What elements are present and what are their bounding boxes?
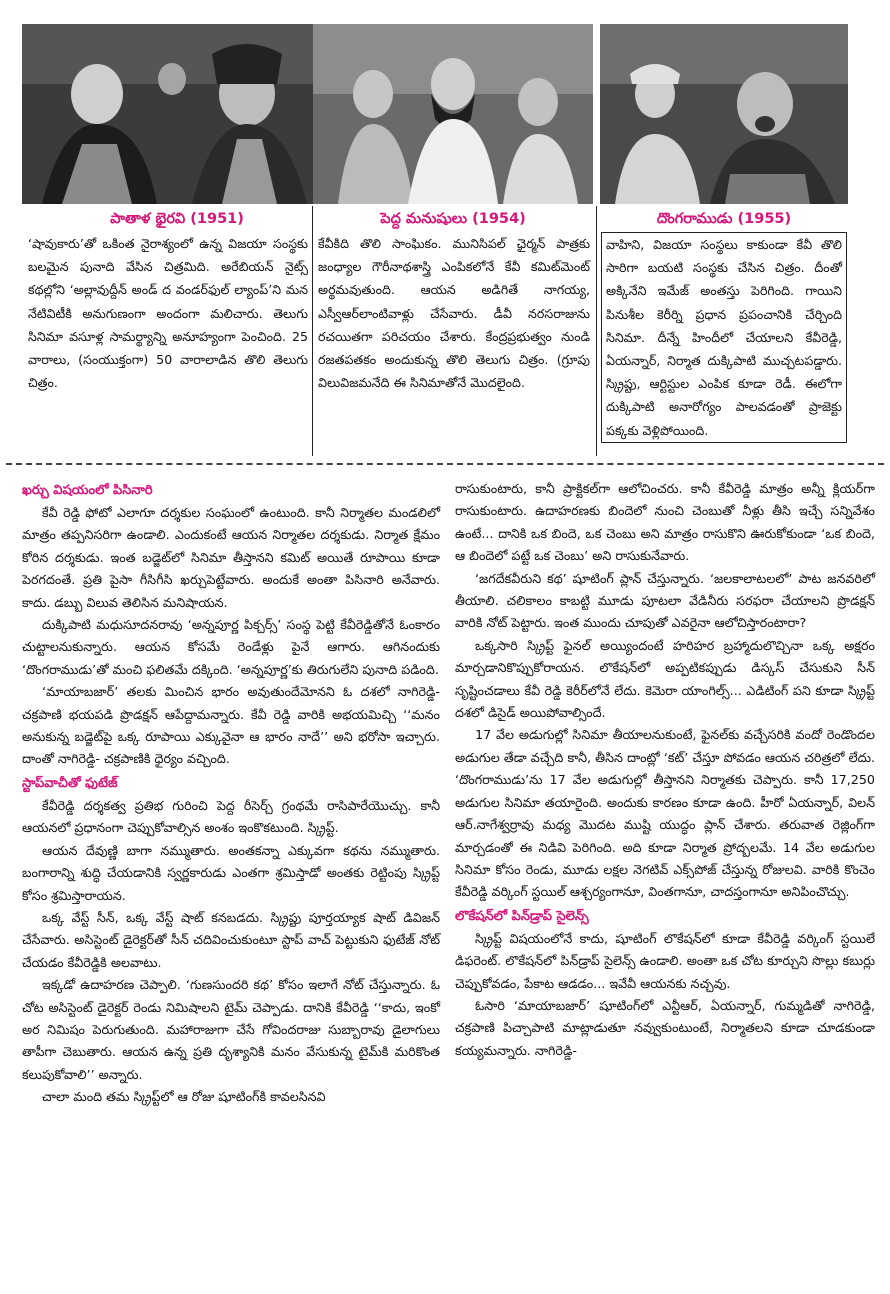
- article-right-column: [455, 478, 875, 1062]
- article-paragraph: దుక్కిపాటి మధుసూదనరావు ‘అన్నపూర్ణ పిక్చర్స్’ సంస్థ పెట్టి కేవీరెడ్డితోనే ఓంకారం చుట్టాలనుకున్నారు. ఆయన కోసమే రెండేళ్లు పైనే ఆగారు. ఆగినందుకు ‘దొంగరాముడు’తో మంచి ఫలితమే దక్కింది. ‘అన్నపూర్ణ’కు తిరుగులేని పునాది పడింది.: [22, 617, 440, 677]
- column-divider: [596, 206, 597, 456]
- article-paragraph: కేవీ రెడ్డి ఫోటో ఎలాగూ దర్శకుల సంఘంలో ఉంటుంది. కానీ నిర్మాతల మండలిలో మాత్రం తప్పనిసరిగా ఉండాలి. ఎందుకంటే ఆయన నిర్మాతల దర్శకుడు. నిర్మాత క్షేమం కోరిన దర్శకుడు. ఇంత బడ్జెట్‌లో సినిమా తీస్తానని కమిట్ అయితే రూపాయి కూడా పెరగదంతే. ప్రతి పైసా గీసిగీసి ఖర్చుపెట్టేవారు. అందుకే అంతా పిసినారి అనేవారు. కాదు. డబ్బు విలువ తెలిసిన మనిషాయన.: [22, 505, 440, 610]
- film-photo-donga-ramudu: [600, 24, 848, 204]
- film-description-text: ‘షావుకారు’తో ఒకింత నైరాశ్యంలో ఉన్న విజయా సంస్థకు బలమైన పునాది వేసిన చిత్రమిది. అరేబియన్ నైట్స్ కథల్లోని ‘అల్లావుద్దీన్ అండ్ ద వండర్‌ఫుల్ ల్యాంప్’ని మన నేటివిటీకి అనుగుణంగా అందంగా మలిచారు. తెలుగు సినిమా వసూళ్ల సామర్థ్యాన్ని అనూహ్యంగా పెంచింది. 25 వారాలు, (సంయుక్తంగా) 50 వారాలాడిన తొలి తెలుగు చిత్రం.: [28, 236, 308, 391]
- article-paragraph: ఒక్కసారి స్క్రిప్ట్ ఫైనల్ అయ్యిందంటే హరిహర బ్రహ్మాదులొచ్చినా ఒక్క అక్షరం మార్చడానికొప్పుకోరాయన. లొకేషన్‌లో అప్పటికప్పుడు డిస్కస్ చేసుకుని సీన్ సృష్టించడాలు కేవీ రెడ్డి కెరీర్‌లోనే లేదు. కెమెరా యాంగిల్స్... ఎడిటింగ్ పని కూడా స్క్రిప్ట్ దశలో డిసైడ్ అయిపోవాల్సిందే.: [455, 637, 875, 721]
- film-description-text: కేవీకిది తొలి సాంఘికం. మునిసిపల్ ఛైర్మన్ పాత్రకు జంధ్యాల గౌరీనాథశాస్త్రి ఎంపికలోనే కేవీ కమిట్‌మెంట్ అర్థమవుతుంది. ఆయన అడిగితే నాగయ్య, ఎస్వీఆర్‌లాంటివాళ్లు చేసేవారు. డీవీ నరసరాజును రచయితగా పరిచయం చేశారు. కేంద్రప్రభుత్వం నుండి రజతపతకం అందుకున్న తొలి తెలుగు చిత్రం. (గ్రూపు విలువిజమనేది ఈ సినిమాతోనే మొదలైంది.: [318, 236, 590, 391]
- article-paragraph: ‘మాయాబజార్’ తలకు మించిన భారం అవుతుందేమోనని ఓ దశలో నాగిరెడ్డి-చక్రపాణి భయపడి ప్రొడక్షన్ ఆపేద్దామన్నారు. కేవీ రెడ్డి వారికి అభయమిచ్చి ‘‘మనం అనుకున్న బడ్జెట్‌పై ఒక్క రూపాయి ఎక్కువైనా ఆ భారం నాదే’’ అని భరోసా ఇచ్చారు. దాంతో నాగిరెడ్డి- చక్రపాణికి ధైర్యం వచ్చింది.: [22, 684, 440, 767]
- film-description-patala-bhairavi: [28, 232, 308, 394]
- section-heading: ఖర్చు విషయంలో పిసినారి: [22, 483, 153, 498]
- article-paragraph: 17 వేల అడుగుల్లో సినిమా తీయాలనుకుంటే, ఫైనల్‌కు వచ్చేసరికి వందో రెండొందల అడుగుల తేడా వచ్చేది కానీ, తీసిన దాంట్లో ‘కట్’ చేస్తూ పోవడం ఆయన చరిత్రలో లేదు. ‘దొంగరాముడు’ను 17 వేల అడుగుల్లో తీస్తానని నిర్మాతకు చెప్పారు. కానీ 17,250 అడుగుల సినిమా తయారైంది. అందుకు కారణం కూడా ఉంది. హీరో ఏయన్నార్, విలన్ ఆర్.నాగేశ్వర్రావు మధ్య మొదట ముష్టి యుద్ధం ప్లాన్ చేశారు. తరువాత రెజ్లింగ్‌గా మార్చడంతో ఈ నిడివి పెరిగింది. అది కూడా నిర్మాత ప్రోద్బలమే. 14 వేల అడుగుల సినిమా కోసం రెండు, మూడు లక్షల నెగటివ్ ఎక్స్‌పోజ్ చేస్తున్న రోజులవి. వారికి కొంచెం కేవీరెడ్డి వర్కింగ్ స్టయిల్ ఆశ్చర్యంగానూ, వింతగానూ, చాదస్తంగానూ అనిపించొచ్చు.: [455, 727, 875, 900]
- section-heading: లొకేషన్‌లో పిన్‌డ్రాప్ సైలెన్స్: [455, 908, 589, 924]
- article-paragraph: ఇక్కడో ఉదాహరణ చెప్పాలి. ‘గుణసుందరి కథ’ కోసం ఇలాగే నోట్ చేస్తున్నారు. ఓ చోట అసిస్టెంట్ డైరెక్టర్ రెండు నిమిషాలని టైమ్ చెప్పాడు. దానికి కేవీరెడ్డి ‘‘కాదు, ఇంకో అర నిమిషం పెరుగుతుంది. మహారాజుగా చేసే గోవిందరాజు సుబ్బారావు డైలాగులు తాపీగా చెబుతారు. ఆయన ఉన్న ప్రతి దృశ్యానికి మనం వేసుకున్న టైమ్‌కి మరికొంత కలుపుకోవాలి’’ అన్నారు.: [22, 977, 440, 1082]
- film-description-text: వాహిని, విజయా సంస్థలు కాకుండా కేవీ తొలి సారిగా బయటి సంస్థకు చేసిన చిత్రం. దీంతో అక్కినేని ఇమేజ్ అంతస్తు పెరిగింది. గాయిని పినుశీల కెరీర్ని ప్రధాన ప్రపంచానికి చేర్చింది సినిమా. దీన్నే హిందీలో చేయాలని కేవీరెడ్డి, ఏయన్నార్, నిర్మాత దుక్కిపాటి ముచ్చటపడ్డారు. స్క్రిప్టు, ఆర్టిస్టుల ఎంపిక కూడా రెడీ. ఈలోగా దుక్కిపాటి అనారోగ్యం పాలవడంతో ప్రాజెక్టు పక్కకు వెళ్లిపోయింది.: [601, 232, 847, 443]
- article-paragraph: కేవీరెడ్డి దర్శకత్వ ప్రతిభ గురించి పెద్ద రీసెర్చ్ గ్రంథమే రాసిపారేయొచ్చు. కానీ ఆయనలో ప్రధానంగా చెప్పుకోవాల్సిన అంశం ఇంకొకటుంది. స్క్రిప్ట్.: [22, 797, 440, 836]
- film-title-patala-bhairavi: పాతాళ భైరవి (1951): [110, 211, 244, 227]
- film-description-pedda-manushulu: [318, 232, 590, 394]
- film-photo-pedda-manushulu: [313, 24, 593, 204]
- article-paragraph: ఆయన దేవుణ్ణి బాగా నమ్ముతారు. అంతకన్నా ఎక్కువగా కథను నమ్ముతారు. బంగారాన్ని శుద్ధి చేయడానికి స్వర్ణకారుడు ఎంతగా శ్రమిస్తాడో అంతకు రెట్టింపు స్క్రిప్ట్ కోసం శ్రమిస్తారాయన.: [22, 842, 440, 903]
- section-heading: స్టాప్‌వాచీతో ఫుటేజ్: [22, 775, 118, 791]
- article-paragraph: స్క్రిప్ట్ విషయంలోనే కాదు, షూటింగ్ లొకేషన్‌లో కూడా కేవీరెడ్డి వర్కింగ్ స్టయిలే డిఫరెంట్. లొకేషన్‌లో పిన్‌డ్రాప్ సైలెన్స్ ఉండాలి. అంతా ఒక చోట కూర్చుని సొల్లు కబుర్లు చెప్పుకోవడం, పేకాట ఆడడం... ఇవేవీ ఆయనకు నచ్చవు.: [455, 930, 875, 991]
- section-divider: [6, 463, 884, 465]
- column-divider: [312, 206, 313, 456]
- article-paragraph: ‘జగదేకవీరుని కథ’ షూటింగ్ ప్లాన్ చేస్తున్నారు. ‘జలకాలాటలలో’ పాట జనవరిలో తీయాలి. చలికాలం కాబట్టి మూడు పూటలా వేడినీరు సరఫరా చేయాలని ప్రొడక్షన్ వారికి నోట్ పెట్టారు. ఇంత ముందు చూపుతో ఎవరైనా ఆలోచిస్తారంటారా?: [455, 570, 875, 631]
- film-title-pedda-manushulu: పెద్ద మనుషులు (1954): [380, 211, 526, 227]
- film-title-donga-ramudu: దొంగరాముడు (1955): [656, 211, 792, 227]
- film-photo-patala-bhairavi: [22, 24, 332, 204]
- article-paragraph: చాలా మంది తమ స్క్రిప్ట్‌లో ఆ రోజు షూటింగ్‌కి కావలసినవి: [42, 1089, 326, 1105]
- article-left-column: [22, 478, 440, 1109]
- article-paragraph: ఓసారి ‘మాయాబజార్’ షూటింగ్‌లో ఎన్టీఆర్, ఏయన్నార్, గుమ్మడితో నాగిరెడ్డి, చక్రపాణి పిచ్చాపాటి మాట్లాడుతూ నవ్వుకుంటుంటే, నిర్మాతలని కూడా చూడకుండా కయ్యమన్నారు. నాగిరెడ్డి-: [455, 997, 875, 1058]
- article-paragraph: ఒక్క వేస్ట్ సీన్, ఒక్క వేస్ట్ షాట్ కనబడదు. స్క్రిప్టు పూర్తయ్యాక షాట్ డివిజన్ చేసేవారు. అసిస్టెంట్ డైరెక్టర్‌తో సీన్ చదివించుకుంటూ స్టాప్ వాచ్ పెట్టుకుని ఫుటేజ్ నోట్ చేయడం కేవీరెడ్డికి అలవాటు.: [22, 909, 440, 970]
- film-description-donga-ramudu: [601, 232, 847, 443]
- article-paragraph: రాసుకుంటారు, కానీ ప్రాక్టికల్‌గా ఆలోచించరు. కానీ కేవీరెడ్డి మాత్రం అన్నీ క్లియర్‌గా రాసుకుంటారు. ఉదాహరణకు బిందెలో నుంచి చెంబుతో నీళ్లు తీసి ఇచ్చే సన్నివేశం ఉంటే... దానికి ఒక బిందె, ఒక చెంబు అని మాత్రం రాసుకొని ఊరుకోకుండా ‘ఒక బిందె, ఆ బిందెలో పట్టే ఒక చెంబు’ అని రాసుకునేవారు.: [455, 481, 875, 564]
